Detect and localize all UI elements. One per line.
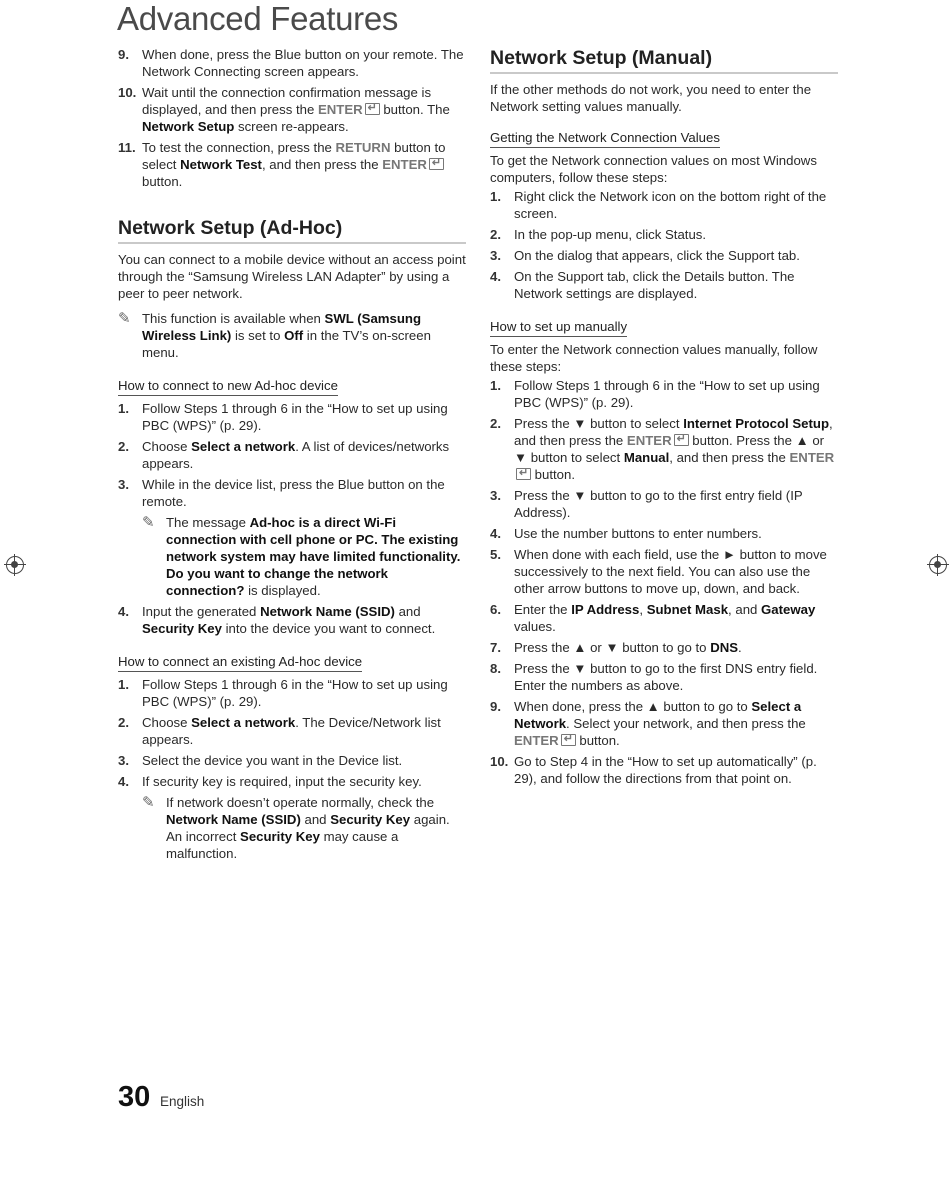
- set-up-manually-intro: To enter the Network connection values manually, follow these steps:: [490, 342, 818, 374]
- bold-term: SWL (Samsung Wireless Link): [142, 311, 422, 343]
- step-number: 3.: [490, 488, 501, 503]
- step-item: [490, 226, 838, 243]
- text-run: While in the device list, press the Blue button on the remote.: [142, 477, 445, 509]
- text-run: Go to Step 4 in the “How to set up automatically” (p. 29), and follow the directions from that point on.: [514, 754, 817, 786]
- chapter-title: Advanced Features: [117, 0, 399, 37]
- page-language: English: [159, 1094, 205, 1109]
- step-note-text: [166, 515, 460, 598]
- text-run: Right click the Network icon on the bottom right of the screen.: [514, 189, 827, 221]
- step-number: 2.: [490, 227, 501, 242]
- step-text: [514, 754, 817, 786]
- step-item: [490, 377, 838, 411]
- text-run: in the TV’s on-screen menu.: [142, 328, 431, 360]
- text-run: , and then press the: [261, 157, 383, 172]
- registration-mark-left-icon: [6, 556, 24, 574]
- remote-key-label: ENTER: [382, 157, 427, 172]
- step-item: [490, 601, 838, 635]
- text-run: When done with each field, use the ► button to move successively to the next field. You can also use the other arrow buttons to move up, down, and back.: [514, 547, 827, 596]
- bold-term: Off: [284, 328, 304, 343]
- step-text: [142, 85, 450, 134]
- step-number: 4.: [490, 526, 501, 541]
- adhoc-intro: You can connect to a mobile device without an access point through the “Samsung Wireless LAN Adapter” by using a peer to peer network.: [118, 252, 466, 301]
- step-number: 2.: [490, 416, 501, 431]
- section-heading-manual: Network Setup (Manual): [490, 46, 838, 74]
- text-run: If security key is required, input the security key.: [142, 774, 422, 789]
- step-text: [142, 401, 448, 433]
- step-number: 4.: [118, 604, 129, 619]
- text-run: again. An incorrect: [166, 812, 450, 844]
- text-run: This function is available when: [142, 311, 325, 326]
- step-text: [514, 248, 800, 263]
- step-number: 1.: [490, 378, 501, 393]
- text-run: Select the device you want in the Device list.: [142, 753, 403, 768]
- step-item: [118, 752, 466, 769]
- text-run: button to select: [142, 140, 446, 172]
- step-text: [514, 189, 826, 221]
- step-text: [514, 526, 762, 541]
- text-run: . Select your network, and then press the: [566, 716, 806, 731]
- text-run: Follow Steps 1 through 6 in the “How to set up using PBC (WPS)” (p. 29).: [142, 401, 448, 433]
- step-text: [142, 47, 464, 79]
- right-column: [490, 46, 838, 791]
- subheading-existing-adhoc: How to connect an existing Ad-hoc device: [118, 653, 362, 672]
- left-column: [118, 46, 466, 866]
- text-run: is displayed.: [244, 583, 321, 598]
- step-number: 2.: [118, 439, 129, 454]
- step-note: [142, 794, 466, 862]
- step-item: [118, 438, 466, 472]
- subheading-set-up-manually: How to set up manually: [490, 318, 627, 337]
- bold-term: Network Setup: [142, 119, 235, 134]
- text-run: Wait until the connection confirmation message is displayed, and then press the: [142, 85, 432, 117]
- step-text: [142, 774, 422, 789]
- text-run: On the Support tab, click the Details button. The Network settings are displayed.: [514, 269, 795, 301]
- bold-term: IP Address: [571, 602, 640, 617]
- step-text: [142, 677, 448, 709]
- bold-term: Gateway: [761, 602, 816, 617]
- step-number: 4.: [490, 269, 501, 284]
- text-run: Input the generated: [142, 604, 261, 619]
- step-item: [490, 268, 838, 302]
- remote-key-label: ENTER: [514, 733, 559, 748]
- step-item: [118, 773, 466, 862]
- bold-term: DNS: [710, 640, 739, 655]
- step-number: 11.: [118, 140, 136, 155]
- text-run: is set to: [231, 328, 285, 343]
- step-item: [118, 676, 466, 710]
- step-number: 8.: [490, 661, 501, 676]
- bold-term: Network Name (SSID): [260, 604, 395, 619]
- step-item: [490, 660, 838, 694]
- text-run: Press the ▼ button to go to the first DNS entry field. Enter the numbers as above.: [514, 661, 818, 693]
- step-text: [514, 416, 834, 482]
- text-run: When done, press the Blue button on your remote. The Network Connecting screen appears.: [142, 47, 464, 79]
- text-run: If network doesn’t operate normally, check the: [166, 795, 435, 810]
- bold-term: Internet Protocol Setup: [683, 416, 830, 431]
- step-item: [490, 487, 838, 521]
- step-text: [142, 715, 441, 747]
- step-number: 4.: [118, 774, 129, 789]
- text-run: Press the ▼ button to go to the first entry field (IP Address).: [514, 488, 803, 520]
- text-run: .: [738, 640, 742, 655]
- step-item: [118, 400, 466, 434]
- page-footer: [118, 1080, 204, 1114]
- text-run: ,: [639, 602, 647, 617]
- connection-values-steps-list: [490, 188, 838, 302]
- continued-steps-list: [118, 46, 466, 190]
- text-run: Press the ▲ or ▼ button to go to: [514, 640, 711, 655]
- step-text: [514, 547, 827, 596]
- step-text: [142, 140, 445, 189]
- text-run: Enter the: [514, 602, 572, 617]
- text-run: The message: [166, 515, 250, 530]
- text-run: Use the number buttons to enter numbers.: [514, 526, 762, 541]
- step-text: [514, 640, 742, 655]
- bold-term: Security Key: [142, 621, 222, 636]
- step-item: [118, 476, 466, 599]
- bold-term: Security Key: [240, 829, 320, 844]
- text-run: , and then press the: [669, 450, 790, 465]
- manual-intro: If the other methods do not work, you need to enter the Network setting values manually.: [490, 82, 812, 114]
- step-text: [514, 378, 820, 410]
- new-adhoc-steps-list: [118, 400, 466, 637]
- step-note-text: [166, 795, 450, 861]
- step-number: 3.: [490, 248, 501, 263]
- step-number: 5.: [490, 547, 501, 562]
- bold-term: Subnet Mask: [646, 602, 729, 617]
- pencil-note-icon: ✎: [142, 794, 155, 811]
- remote-key-label: ENTER: [317, 102, 363, 117]
- bold-term: Network Test: [180, 157, 262, 172]
- step-note: [142, 514, 466, 599]
- remote-key-label: ENTER: [789, 450, 835, 465]
- step-item: [118, 603, 466, 637]
- enter-key-icon: [674, 434, 689, 446]
- text-run: button.: [142, 174, 183, 189]
- step-number: 2.: [118, 715, 129, 730]
- text-run: may cause a malfunction.: [166, 829, 399, 861]
- text-run: Follow Steps 1 through 6 in the “How to set up using PBC (WPS)” (p. 29).: [514, 378, 820, 410]
- step-text: [514, 227, 706, 242]
- step-text: [514, 602, 815, 634]
- text-run: and: [394, 604, 421, 619]
- step-item: [490, 415, 838, 483]
- text-run: On the dialog that appears, click the Support tab.: [514, 248, 800, 263]
- page-number: 30: [118, 1081, 151, 1113]
- text-run: In the pop-up menu, click Status.: [514, 227, 707, 242]
- step-item: [490, 698, 838, 749]
- step-text: [514, 269, 795, 301]
- text-run: values.: [514, 619, 556, 634]
- step-item: [490, 247, 838, 264]
- adhoc-note: [118, 310, 466, 361]
- text-run: , and then press the: [514, 416, 833, 448]
- step-item: [118, 139, 466, 190]
- enter-key-icon: [561, 734, 576, 746]
- text-run: , and: [728, 602, 762, 617]
- set-up-manually-steps-list: [490, 377, 838, 787]
- text-run: Choose: [142, 715, 192, 730]
- pencil-note-icon: ✎: [118, 310, 131, 327]
- step-number: 1.: [118, 401, 129, 416]
- step-item: [118, 714, 466, 748]
- subheading-new-adhoc: How to connect to new Ad-hoc device: [118, 377, 338, 396]
- step-number: 9.: [490, 699, 501, 714]
- step-text: [142, 604, 435, 636]
- bold-term: Security Key: [330, 812, 411, 827]
- step-number: 7.: [490, 640, 501, 655]
- pencil-note-icon: ✎: [142, 514, 155, 531]
- step-item: [490, 525, 838, 542]
- text-run: into the device you want to connect.: [221, 621, 436, 636]
- text-run: . A list of devices/networks appears.: [142, 439, 450, 471]
- bold-term: Select a network: [191, 439, 296, 454]
- remote-key-label: ENTER: [626, 433, 672, 448]
- step-number: 10.: [490, 754, 509, 769]
- enter-key-icon: [365, 103, 380, 115]
- text-run: When done, press the ▲ button to go to: [514, 699, 752, 714]
- step-number: 6.: [490, 602, 501, 617]
- remote-key-label: RETURN: [335, 140, 391, 155]
- step-number: 1.: [118, 677, 129, 692]
- step-text: [514, 661, 817, 693]
- step-number: 1.: [490, 189, 501, 204]
- text-run: screen re-appears.: [234, 119, 349, 134]
- text-run: button. The: [379, 102, 450, 117]
- step-item: [490, 188, 838, 222]
- text-run: . The Device/Network list appears.: [142, 715, 441, 747]
- text-run: To test the connection, press the: [142, 140, 336, 155]
- bold-term: Select a network: [191, 715, 296, 730]
- text-run: Choose: [142, 439, 192, 454]
- text-run: button.: [531, 467, 575, 482]
- step-number: 9.: [118, 47, 129, 62]
- bold-term: Select a Network: [514, 699, 802, 731]
- text-run: Follow Steps 1 through 6 in the “How to set up using PBC (WPS)” (p. 29).: [142, 677, 448, 709]
- bold-term: Network Name (SSID): [166, 812, 301, 827]
- step-number: 3.: [118, 477, 129, 492]
- text-run: Press the ▼ button to select: [514, 416, 684, 431]
- text-run: and: [300, 812, 331, 827]
- text-run: button.: [575, 733, 620, 748]
- text-run: button. Press the ▲ or ▼ button to select: [514, 433, 825, 465]
- enter-key-icon: [429, 158, 444, 170]
- step-item: [118, 46, 466, 80]
- bold-term: Manual: [623, 450, 670, 465]
- step-text: [514, 699, 806, 748]
- subheading-connection-values: Getting the Network Connection Values: [490, 129, 720, 148]
- bold-term: Ad-hoc is a direct Wi-Fi connection with cell phone or PC. The existing network system may have limited functionality. Do you want to change the network connection?: [166, 515, 461, 598]
- step-text: [514, 488, 802, 520]
- step-text: [142, 439, 449, 471]
- step-item: [118, 84, 466, 135]
- step-item: [490, 546, 838, 597]
- step-item: [490, 753, 838, 787]
- step-number: 10.: [118, 85, 137, 100]
- step-number: 3.: [118, 753, 129, 768]
- registration-mark-right-icon: [929, 556, 947, 574]
- step-item: [490, 639, 838, 656]
- step-text: [142, 477, 445, 509]
- enter-key-icon: [516, 468, 531, 480]
- connection-values-intro: To get the Network connection values on most Windows computers, follow these steps:: [490, 153, 817, 185]
- existing-adhoc-steps-list: [118, 676, 466, 862]
- step-text: [142, 753, 402, 768]
- section-heading-adhoc: Network Setup (Ad-Hoc): [118, 216, 466, 244]
- adhoc-note-text: [142, 311, 431, 360]
